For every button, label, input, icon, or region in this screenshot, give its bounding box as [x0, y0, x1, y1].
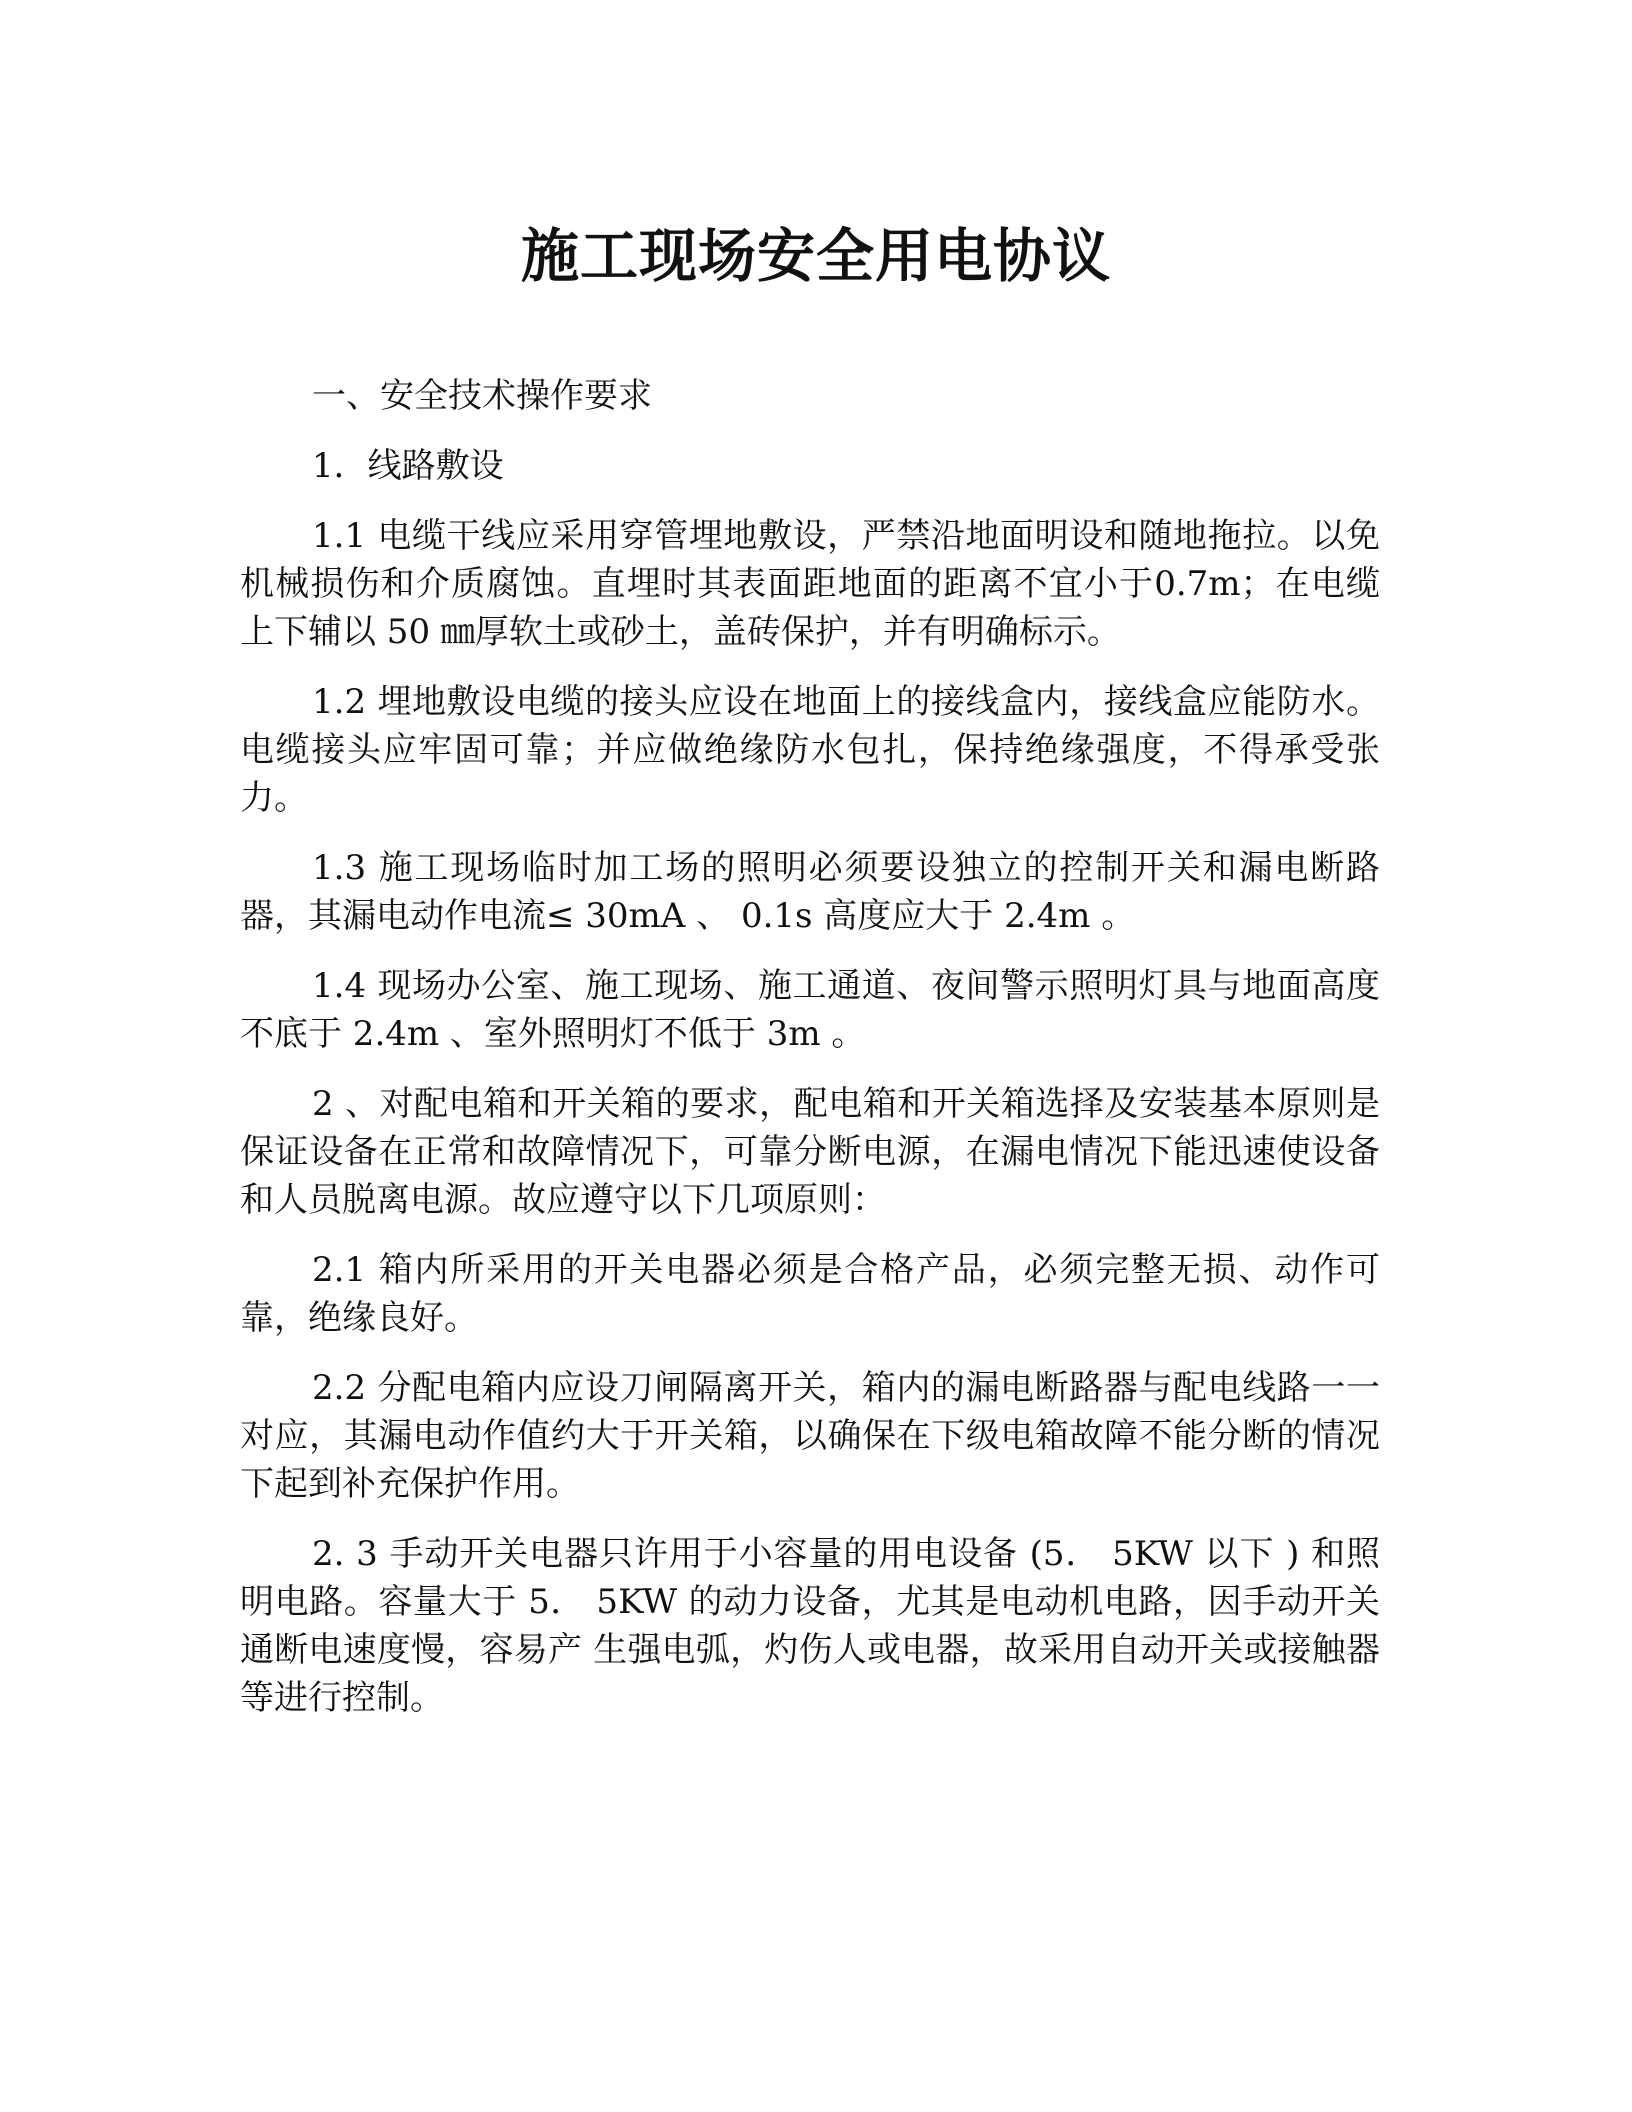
- paragraph-2-3: 2. 3 手动开关电器只许用于小容量的用电设备 (5． 5KW 以下 ) 和照明电路。容量大于 5． 5KW 的动力设备，尤其是电动机电路，因手动开关通断电速度慢，容易产 生强电弧，灼伤人或电器，故采用自动开关或接触器等进行控制。: [240, 1534, 1380, 1718]
- subheading-line-laying: 1．线路敷设: [312, 446, 504, 486]
- document-body: [240, 372, 1380, 1744]
- document-title: 施工现场安全用电协议: [520, 222, 1111, 290]
- section-heading: 一、安全技术操作要求: [312, 376, 652, 416]
- paragraph-2-1: 2.1 箱内所采用的开关电器必须是合格产品，必须完整无损、动作可靠，绝缘良好。: [240, 1250, 1380, 1338]
- paragraph-2-2: 2.2 分配电箱内应设刀闸隔离开关，箱内的漏电断路器与配电线路一一对应，其漏电动作值约大于开关箱，以确保在下级电箱故障不能分断的情况下起到补充保护作用。: [240, 1368, 1380, 1504]
- paragraph-1-4: 1.4 现场办公室、施工现场、施工通道、夜间警示照明灯具与地面高度不底于 2.4m 、室外照明灯不低于 3m 。: [240, 966, 1380, 1054]
- paragraph-2: 2 、对配电箱和开关箱的要求，配电箱和开关箱选择及安装基本原则是保证设备在正常和故障情况下，可靠分断电源，在漏电情况下能迅速使设备和人员脱离电源。故应遵守以下几项原则：: [240, 1084, 1380, 1220]
- paragraph-1-2: 1.2 埋地敷设电缆的接头应设在地面上的接线盒内，接线盒应能防水。电缆接头应牢固可靠；并应做绝缘防水包扎，保持绝缘强度，不得承受张力。: [240, 682, 1380, 818]
- paragraph-1-3: 1.3 施工现场临时加工场的照明必须要设独立的控制开关和漏电断路器，其漏电动作电流≤ 30mA 、 0.1s 高度应大于 2.4m 。: [240, 848, 1380, 936]
- paragraph-1-1: 1.1 电缆干线应采用穿管埋地敷设，严禁沿地面明设和随地拖拉。以免机械损伤和介质腐蚀。直埋时其表面距地面的距离不宜小于0.7m；在电缆上下辅以 50 ㎜厚软土或砂土，盖砖保护，并有明确标示。: [240, 516, 1380, 652]
